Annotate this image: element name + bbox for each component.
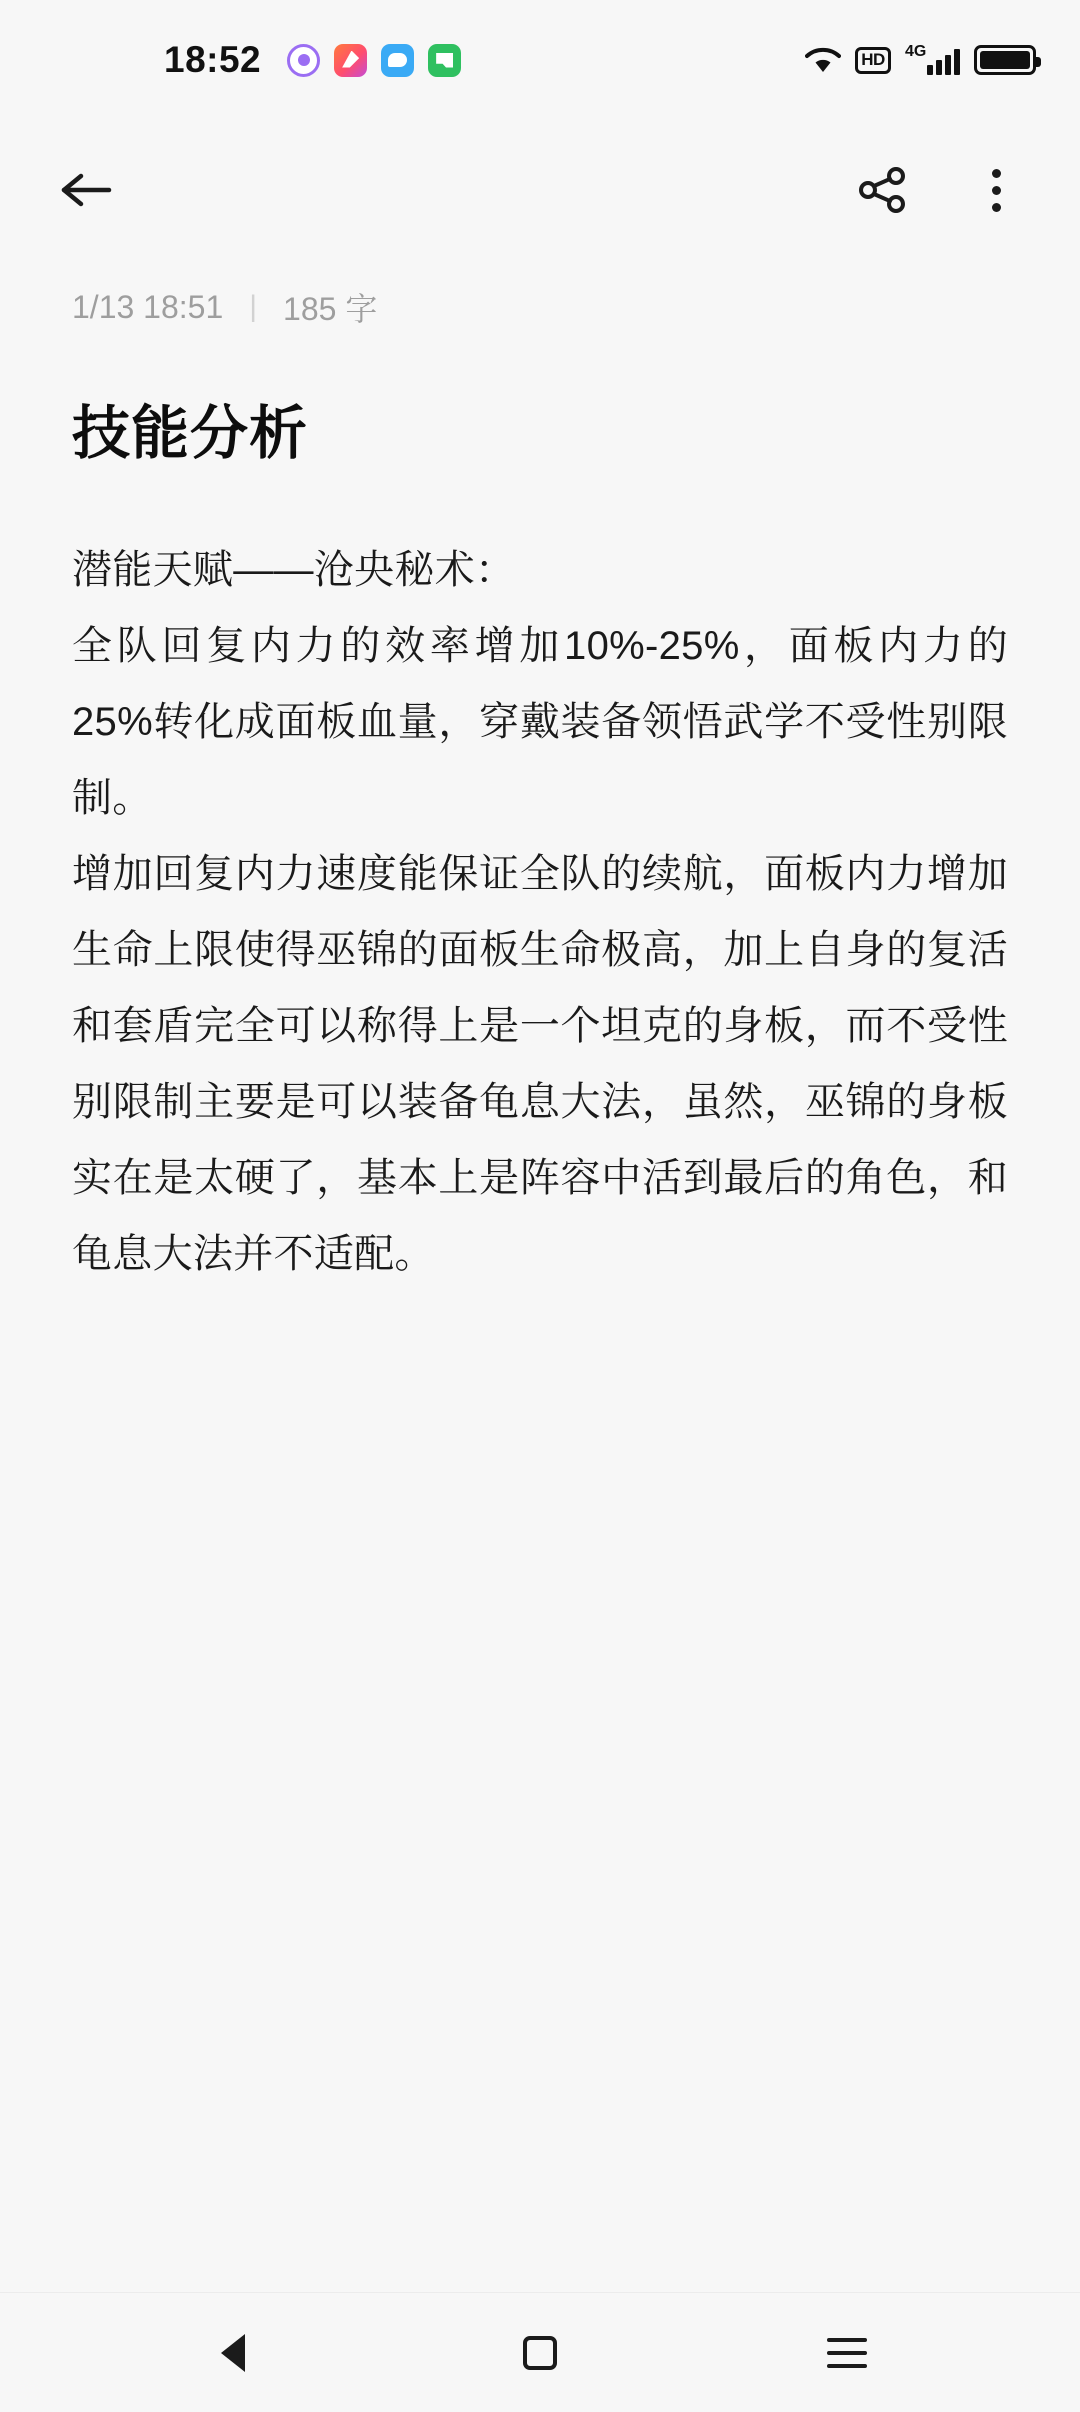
- note-timestamp: 1/13 18:51: [72, 288, 224, 325]
- nav-recents-lines: [827, 2338, 867, 2368]
- app-bar: [0, 120, 1080, 260]
- signal-bars-icon: [905, 45, 960, 75]
- wechat-app-icon: [428, 44, 461, 77]
- note-meta: [0, 260, 1080, 330]
- more-options-dots: [992, 169, 1001, 212]
- photo-gallery-app-icon: [334, 44, 367, 77]
- wifi-icon: [805, 46, 841, 74]
- note-body: [72, 532, 1008, 1292]
- status-time: 18:52: [164, 39, 262, 80]
- nav-home-square: [523, 2336, 557, 2370]
- note-word-count: 185 字: [283, 291, 378, 327]
- nav-back-triangle: [221, 2334, 245, 2372]
- more-options-icon[interactable]: [966, 160, 1026, 220]
- nav-home-icon[interactable]: [495, 2308, 585, 2398]
- status-notification-icons: [287, 44, 461, 77]
- page-title: 技能分析: [72, 401, 309, 466]
- status-bar: [0, 0, 1080, 120]
- system-navigation-bar: [0, 2292, 1080, 2412]
- hd-badge: HD: [855, 47, 891, 74]
- messenger-app-icon: [381, 44, 414, 77]
- app-bar-actions: [852, 160, 1026, 220]
- note-paragraph: 潜能天赋——沧央秘术：: [72, 548, 516, 592]
- purple-circle-app-icon: [287, 44, 320, 77]
- meta-separator: |: [249, 290, 258, 323]
- status-bar-right: [805, 45, 1036, 75]
- back-arrow-icon[interactable]: [54, 158, 118, 222]
- nav-recents-icon[interactable]: [802, 2308, 892, 2398]
- note-paragraph: 增加回复内力速度能保证全队的续航，面板内力增加生命上限使得巫锦的面板生命极高，加上自身的复活和套盾完全可以称得上是一个坦克的身板，而不受性别限制主要是可以装备龟息大法，虽然，巫锦的身板实在是太硬了，基本上是阵容中活到最后的角色，和龟息大法并不适配。: [72, 852, 1008, 1276]
- network-type-label: 4G: [905, 43, 927, 60]
- battery-full-icon: [974, 45, 1036, 75]
- note-content[interactable]: [0, 330, 1080, 2292]
- status-bar-left: [164, 39, 461, 81]
- note-paragraph: 全队回复内力的效率增加10%-25%，面板内力的25%转化成面板血量，穿戴装备领悟武学不受性别限制。: [72, 624, 1008, 820]
- share-icon[interactable]: [852, 160, 912, 220]
- nav-back-icon[interactable]: [188, 2308, 278, 2398]
